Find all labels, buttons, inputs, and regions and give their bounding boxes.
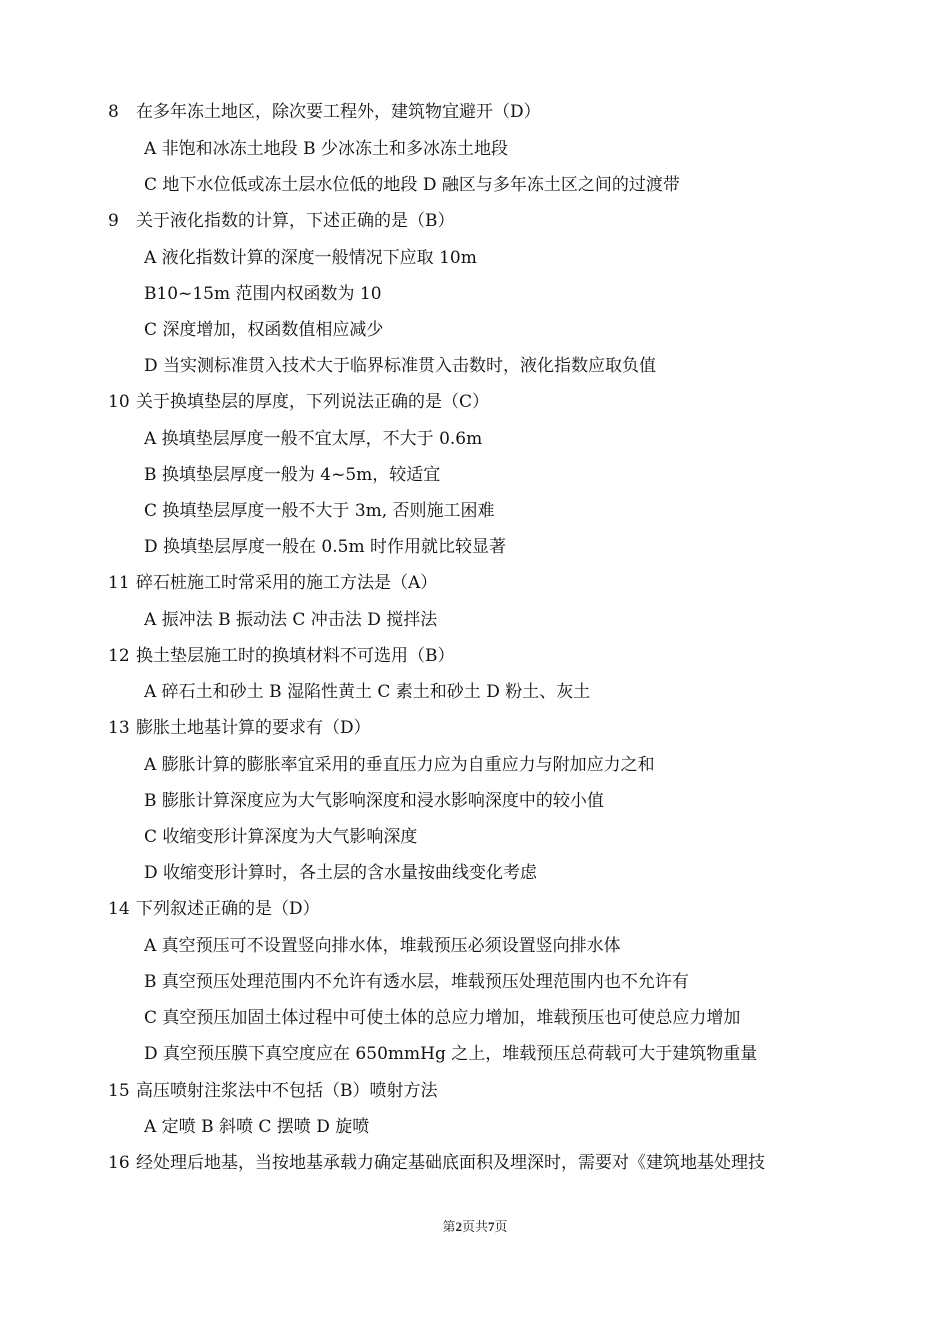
footer-mid: 页共 (461, 1219, 488, 1234)
footer-total-pages: 7 (488, 1219, 495, 1234)
option-line: C 收缩变形计算深度为大气影响深度 (144, 827, 418, 847)
question-10 (108, 391, 489, 413)
question-16 (108, 1152, 765, 1174)
question-8 (108, 101, 541, 123)
option-line: D 真空预压膜下真空度应在 650mmHg 之上，堆载预压总荷载可大于建筑物重量 (144, 1044, 758, 1064)
question-15 (108, 1080, 438, 1102)
option-line: A 真空预压可不设置竖向排水体，堆载预压必须设置竖向排水体 (144, 936, 621, 956)
question-text: 换土垫层施工时的换填材料不可选用（B） (136, 646, 455, 666)
option-line: B 膨胀计算深度应为大气影响深度和浸水影响深度中的较小值 (144, 791, 604, 811)
option-line: A 定喷 B 斜喷 C 摆喷 D 旋喷 (144, 1117, 370, 1137)
question-text: 高压喷射注浆法中不包括（B）喷射方法 (136, 1081, 438, 1101)
question-text: 关于液化指数的计算，下述正确的是（B） (136, 211, 455, 231)
question-11 (108, 572, 437, 594)
question-number: 8 (108, 102, 119, 122)
option-line: B 换填垫层厚度一般为 4~5m，较适宜 (144, 465, 441, 485)
question-text: 膨胀土地基计算的要求有（D） (136, 718, 371, 738)
option-line: B 真空预压处理范围内不允许有透水层，堆载预压处理范围内也不允许有 (144, 972, 689, 992)
question-number: 14 (108, 899, 130, 919)
footer-suffix: 页 (494, 1219, 508, 1234)
option-line: C 深度增加，权函数值相应减少 (144, 320, 384, 340)
question-12 (108, 645, 455, 667)
question-text: 下列叙述正确的是（D） (136, 899, 320, 919)
question-number: 16 (108, 1153, 130, 1173)
page-footer (0, 1216, 950, 1235)
footer-prefix: 第 (442, 1219, 456, 1234)
question-13 (108, 717, 371, 739)
option-line: B10~15m 范围内权函数为 10 (144, 284, 382, 304)
question-text: 关于换填垫层的厚度，下列说法正确的是（C） (136, 392, 490, 412)
question-number: 10 (108, 392, 130, 412)
option-line: A 换填垫层厚度一般不宜太厚，不大于 0.6m (144, 429, 483, 449)
question-number: 12 (108, 646, 130, 666)
question-number: 13 (108, 718, 130, 738)
question-14 (108, 898, 320, 920)
question-text: 经处理后地基，当按地基承载力确定基础底面积及埋深时，需要对《建筑地基处理技 (136, 1153, 765, 1173)
question-text: 在多年冻土地区，除次要工程外，建筑物宜避开（D） (136, 102, 541, 122)
option-line: D 当实测标准贯入技术大于临界标准贯入击数时，液化指数应取负值 (144, 356, 657, 376)
option-line: C 真空预压加固土体过程中可使土体的总应力增加，堆载预压也可使总应力增加 (144, 1008, 741, 1028)
option-line: C 地下水位低或冻土层水位低的地段 D 融区与多年冻土区之间的过渡带 (144, 175, 680, 195)
option-line: A 振冲法 B 振动法 C 冲击法 D 搅拌法 (144, 610, 438, 630)
option-line: A 碎石土和砂土 B 湿陷性黄土 C 素土和砂土 D 粉土、灰土 (144, 682, 591, 702)
question-number: 15 (108, 1081, 130, 1101)
question-number: 11 (108, 573, 130, 593)
option-line: D 收缩变形计算时，各土层的含水量按曲线变化考虑 (144, 863, 538, 883)
question-number: 9 (108, 211, 119, 231)
question-text: 碎石桩施工时常采用的施工方法是（A） (136, 573, 438, 593)
option-line: A 膨胀计算的膨胀率宜采用的垂直压力应为自重应力与附加应力之和 (144, 755, 655, 775)
option-line: A 非饱和冰冻土地段 B 少冰冻土和多冰冻土地段 (144, 139, 508, 159)
option-line: A 液化指数计算的深度一般情况下应取 10m (144, 248, 477, 268)
option-line: D 换填垫层厚度一般在 0.5m 时作用就比较显著 (144, 537, 506, 557)
footer-page-number: 2 (455, 1219, 462, 1234)
option-line: C 换填垫层厚度一般不大于 3m, 否则施工困难 (144, 501, 495, 521)
question-9 (108, 210, 455, 232)
